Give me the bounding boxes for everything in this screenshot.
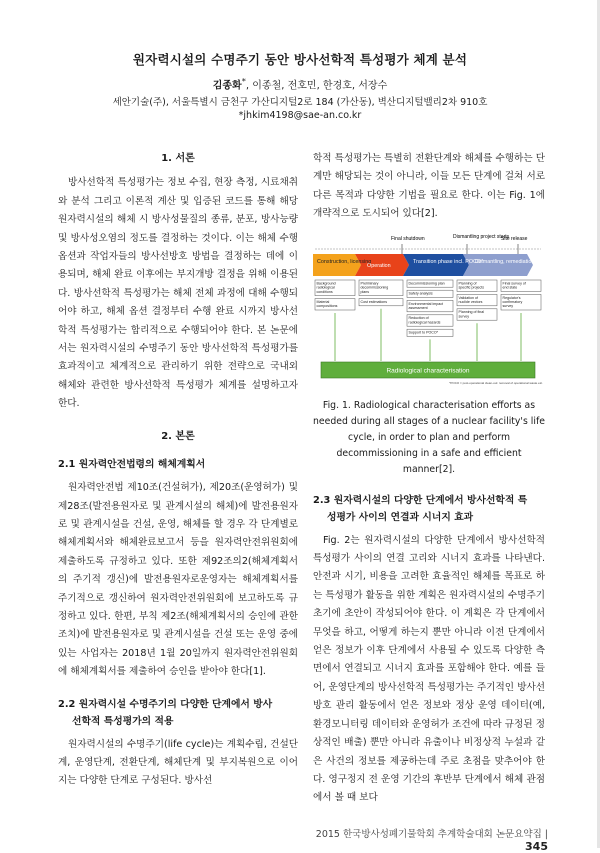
author-list	[0, 76, 600, 91]
section-1-paragraph: 방사선학적 특성평가는 정보 수집, 현장 측정, 시료채취와 분석 그리고 이론적 계산 및 입증된 코드를 통해 해당 원자력시설의 해체 시 방사성물질의 종류, 분포, 방사능량 및 방사성오염의 정도를 결정하는 것이다. 이는 해체 수행 옵션과 작업자들의 방사선방호 방법을 결정하는 데에 이용되며, 해체 완료 이후에는 부지개방 결정을 위해 이용된다. 방사선학적 특성평가는 해체 전체 과정에 대해 수행되어야 하고, 해체 옵션 결정부터 수행 완료 시까지 방사선학적 특성평가는 합리적으로 수행되어야 한다. 본 논문에서는 원자력시설의 수명주기 동안 방사선학적 특성평가를 효과적이고 체계적으로 관리하기 위한 전략으로 국내외 해체와 관련한 방사선학적 특성평가 체계를 설명하고자 한다.	[58, 177, 298, 410]
left-column	[58, 150, 298, 791]
activity-label: Safety analysis	[408, 291, 433, 296]
section-2-2-heading-line2: 선학적 특성평가의 적용	[72, 715, 174, 727]
activity-label: Planning of specific projects	[458, 281, 485, 290]
figure-footnote: *POCO = post-operational clean-out: removal of operational waste etc.	[449, 380, 543, 385]
phase-transition	[403, 254, 469, 276]
affiliation: 세안기술(주), 서울특별시 금천구 가산디지털2로 184 (가산동), 벽산디지털밸리2차 910호	[112, 97, 488, 108]
section-2-2-paragraph-continued: 학적 특성평가는 특별히 전환단계와 해체를 수행하는 단계만 해당되는 것이 아니라, 이들 모든 단계에 걸쳐 서로 다른 목적과 다양한 기법을 필요로 한다. 이는 Fig. 1에 개략적으로 도시되어 있다[2].	[313, 153, 545, 220]
section-2-2-heading	[58, 696, 298, 730]
phase-dismantling	[463, 254, 533, 276]
section-1-heading: 1. 서론	[161, 153, 195, 164]
activity-label: Material compositions	[316, 299, 338, 308]
activity-label: Validation of nuclide vectors	[458, 295, 483, 304]
phase-construction	[313, 254, 361, 276]
milestone-dismantling-start: Dismantling project starts	[453, 233, 510, 240]
section-2-3-heading-line1: 2.3 원자력시설의 다양한 단계에서 방사선학적 특	[313, 494, 528, 506]
activity-label: Environmental impact assessment	[408, 301, 444, 310]
activity-label: Planning of final survey	[458, 309, 485, 319]
paper-title: 원자력시설의 수명주기 동안 방사선학적 특성평가 체계 분석	[132, 52, 468, 67]
activity-items	[315, 280, 541, 361]
right-column	[313, 150, 545, 808]
lead-author: 김종화	[212, 80, 242, 92]
phase-dismantling-label: Dismantling, remediation	[475, 258, 535, 265]
section-2-3-heading	[313, 492, 545, 526]
footer-separator: |	[544, 829, 548, 840]
footer-proceedings: 2015 한국방사성폐기물학회 추계학술대회 논문요약집	[315, 829, 542, 840]
activity-label: Regulator's confirmatory survey	[502, 295, 523, 308]
activity-label: Decommissioning plan	[408, 281, 445, 286]
page-footer	[300, 826, 548, 853]
milestone-site-release: Site release	[501, 235, 528, 242]
activity-label: Reduction of radiological hazards	[408, 315, 441, 325]
section-2-2-paragraph: 원자력시설의 수명주기(life cycle)는 계획수립, 건설단계, 운영단계, 전환단계, 해체단계 및 부지복원으로 이어지는 다양한 단계로 구성된다. 방사선	[58, 738, 298, 787]
section-2-3-paragraph: Fig. 2는 원자력시설의 다양한 단계에서 방사선학적 특성평가 사이의 연결 고리와 시너지 효과를 나타낸다. 안전과 시기, 비용을 고려한 효율적인 해체를 목표로 하는 특성평가 활동을 위한 계획은 원자력시설의 수명주기 초기에 초안이 작성되어야 한다. 이 계획은 각 단계에서 무엇을 하고, 어떻게 하는지 뿐만 아니라 이전 단계에서 얻은 정보가 이후 단계에서 사용될 수 있도록 다양한 측면에서 연결되고 시너지 효과를 포함해야 한다. 예를 들어, 운영단계의 방사선학적 특성평가는 주기적인 방사선방호 관리 활동에서 얻은 정보와 정상 운영 데이터(예, 환경모니터링 데이터와 운영허가 조건에 따라 규정된 정상적인 배출) 뿐만 아니라 유출이나 비정상적 누설과 같은 사건의 정보를 제공하는데 주로 초점을 맞추어야 한다. 영구정지 전 운영 기간의 후반부 단계에서 해체 관점에서 볼 때 보다	[313, 534, 545, 804]
milestone-final-shutdown: Final shutdown	[391, 235, 425, 242]
phase-transition-label: Transition phase incl. POCO*	[413, 258, 484, 265]
figure-1-caption: Fig. 1. Radiological characterisation efforts as needed during all stages of a nuclear facility's life cycle, in order to plan and perform decommissioning in a safe and efficient manner[2].	[313, 399, 545, 475]
corresponding-email: *jhkim4198@sae-an.co.kr	[238, 110, 362, 121]
corresponding-mark: *	[241, 76, 246, 86]
activity-label: Cost estimations	[360, 299, 388, 304]
activity-label: Background radiological conditions	[316, 281, 336, 294]
section-2-1-paragraph: 원자력안전법 제10조(건설허가), 제20조(운영허가) 및 제28조(발전용원자로 및 관계시설의 해체)에 발전용원자로 및 관계시설을 건설, 운영, 해체를 할 경우 각 단계별로 해체계획서와 해체완료보고서 등을 원자력안전위원회에 제출하도록 규정하고 있다. 또한 제92조의2(해체계획서의 주기적 갱신)에 발전용원자로운영자는 해체계획서를 주기적으로 갱신하여 원자력안전위원회에 보고하도록 규정하고 있다. 한편, 부칙 제2조(해체계획서의 승인에 관한 조치)에 발전용원자로 및 관계시설을 건설 또는 운영 중에 있는 사업자는 2018년 1월 20일까지 원자력안전위원회에 해체계획서를 제출하여 승인을 받아야 한다[1].	[58, 482, 298, 678]
section-2-1-heading: 2.1 원자력안전법령의 해체계획서	[58, 459, 206, 471]
section-2-2-heading-line1: 2.2 원자력시설 수명주기의 다양한 단계에서 방사	[58, 698, 273, 710]
phase-operation-label: Operation	[367, 262, 391, 269]
section-2-3-heading-line2: 성평가 사이의 연결과 시너지 효과	[327, 511, 474, 523]
radiological-band-label: Radiological characterisation	[386, 367, 470, 375]
activity-label: Support to POCO*	[408, 330, 439, 335]
page-number: 345	[525, 840, 548, 853]
activity-label: Preliminary decommissioning plans	[360, 281, 389, 294]
figure-1-diagram	[313, 232, 545, 392]
phase-construction-label: Construction, licensing	[317, 258, 372, 265]
section-2-heading: 2. 본론	[161, 430, 195, 442]
coauthors: , 이종철, 전호민, 한경호, 서장수	[245, 80, 388, 92]
activity-label: Final survey of end state	[502, 281, 526, 290]
figure-1	[313, 232, 545, 392]
